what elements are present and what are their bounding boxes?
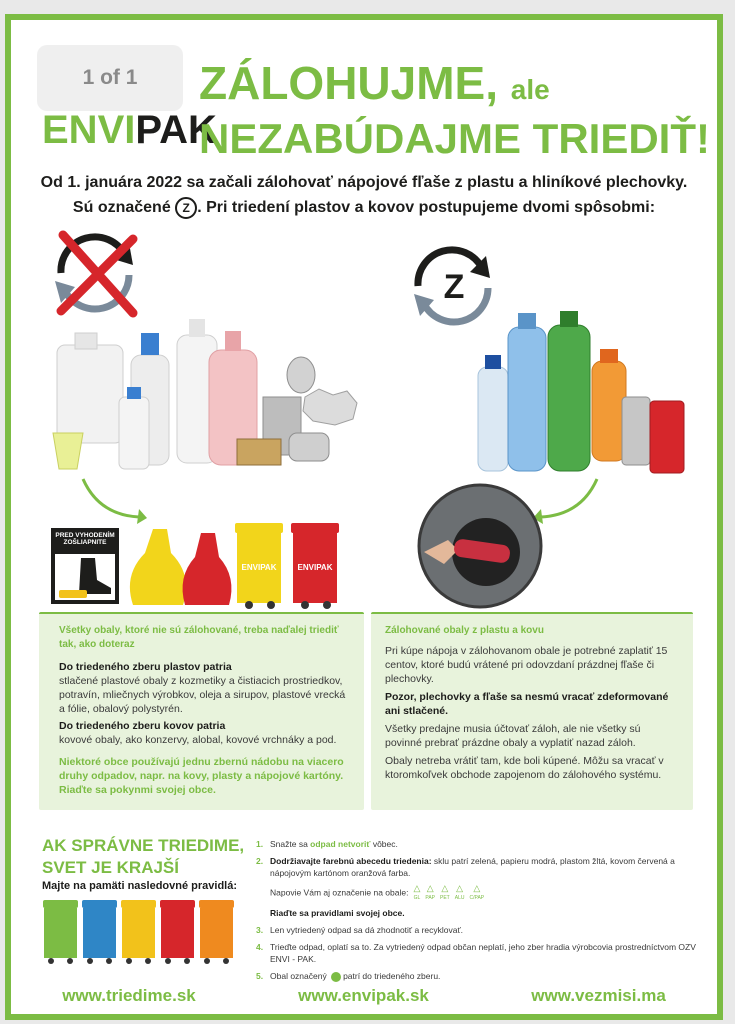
poster xyxy=(5,14,723,1020)
sorting-bin-1 xyxy=(44,900,77,964)
rule-text: Dodržiavajte farebnú abecedu triedenia: sklu patrí zelená, papieru modrá, plastom žltá, kovom červená a nápojovým kartónom oranžová farba. xyxy=(270,856,675,878)
sorting-bin-5 xyxy=(200,900,233,964)
footer-link-2[interactable]: www.envipak.sk xyxy=(298,986,429,1005)
rule-number xyxy=(256,884,270,902)
deformation-warning: Pozor, plechovky a fľaše sa nesmú vracať zdeformované ani stlačené. xyxy=(385,691,669,717)
bottom-title-line2: SVET JE KRAJŠÍ xyxy=(42,858,179,877)
right-box-heading: Zálohované obaly z plastu a kovu xyxy=(385,625,544,636)
red-bin-label: ENVIPAK xyxy=(297,563,333,572)
non-deposit-info-box xyxy=(39,612,364,810)
footer-link-1[interactable]: www.triedime.sk xyxy=(62,986,196,1005)
deposit-packaging-illustration xyxy=(476,305,691,480)
logo-part2: PAK xyxy=(135,108,217,152)
intro-line1: Od 1. januára 2022 sa začali zálohovať nápojové fľaše z plastu a hliníkové plechovky. xyxy=(40,174,688,191)
rule-text: Riaďte sa pravidlami svojej obce. xyxy=(270,908,405,918)
plastics-text: stlačené plastové obaly z kozmetiky a čistiacich prostriedkov, potravín, mliečnych výrobkov, oleja a sirupov, plastové vrecká a fólie, obalový polystyrén. xyxy=(59,675,346,715)
rule-item xyxy=(256,907,711,919)
waste-bags-and-bins-illustration xyxy=(123,515,349,609)
rule-item xyxy=(256,924,711,936)
municipality-note: Niektoré obce používajú jednu zbernú nádobu na viacero druhy odpadov, napr. na kovy, plasty a nápojové kartóny. Riaďte sa pokynmi svojej obce. xyxy=(59,756,344,796)
plastics-title: Do triedeného zberu plastov patria xyxy=(59,661,232,673)
return-machine-photo xyxy=(414,482,546,610)
rule-text: Trieďte odpad, oplatí sa to. Za vytriedený odpad občan neplatí, jeho zber hradia výrobcovia prostredníctvom OZV ENVI - PAK. xyxy=(270,942,696,964)
intro-line2 xyxy=(11,195,717,220)
bottom-subtitle: Majte na pamäti nasledovné pravidlá: xyxy=(42,880,238,892)
recycling-symbol-icon: △ PAP xyxy=(425,883,436,901)
non-deposit-packaging-illustration xyxy=(49,305,369,475)
rule-number: 3. xyxy=(256,925,264,935)
footer-link-3[interactable]: www.vezmisi.ma xyxy=(531,986,666,1005)
intro-text xyxy=(11,170,717,220)
yellow-bin-label: ENVIPAK xyxy=(241,563,277,572)
headline-line2: NEZABÚDAJME TRIEDIŤ! xyxy=(199,115,710,162)
recycling-symbol-icon: △ GL xyxy=(413,883,421,901)
rule-number: 2. xyxy=(256,856,264,866)
crush-before-disposal-sticker xyxy=(51,528,119,604)
store-obligation-text: Všetky predajne musia účtovať záloh, ale nie všetky sú povinné prebrať prázdne obaly a vyplatiť nazad záloh. xyxy=(385,723,641,749)
rule-text: Obal označený patrí do triedeného zberu. xyxy=(270,971,441,981)
rule-number xyxy=(256,907,270,919)
sorting-bin-2 xyxy=(83,900,116,964)
intro-line2b: . Pri triedení plastov a kovov postupujeme dvomi spôsobmi: xyxy=(197,199,656,216)
rule-item xyxy=(256,970,711,982)
rule-item xyxy=(256,855,711,879)
rule-number: 4. xyxy=(256,942,264,952)
rule-text: Snažte sa odpad netvoriť vôbec. xyxy=(270,839,398,849)
page-indicator xyxy=(37,45,183,111)
bottom-title xyxy=(42,835,244,879)
rule-item xyxy=(256,838,711,850)
logo-part1: ENVI xyxy=(42,108,136,152)
rule-item xyxy=(256,941,711,965)
headline-main: ZÁLOHUJME, xyxy=(199,57,498,109)
sorting-bin-4 xyxy=(161,900,194,964)
recycling-symbol-icon: △ C/PAP xyxy=(469,883,485,901)
return-anywhere-text: Obaly netreba vrátiť tam, kde boli kúpené. Môžu sa vracať v ktoromkoľvek obchode zapojenom do zálohového systému. xyxy=(385,755,664,781)
headline-line1 xyxy=(199,56,550,110)
envipak-logo xyxy=(42,108,217,153)
bottom-title-line1: AK SPRÁVNE TRIEDIME, xyxy=(42,836,245,855)
deposit-symbol-icon: Z xyxy=(175,197,197,219)
deposit-price-text: Pri kúpe nápoja v zálohovanom obale je potrebné zaplatiť 15 centov, ktoré budú vrátené pri odovzdaní prázdnej fľaše či plechovky. xyxy=(385,645,668,685)
rule-text: Len vytriedený odpad sa dá zhodnotiť a recyklovať. xyxy=(270,925,464,935)
deposit-info-box xyxy=(371,612,693,810)
footer-links xyxy=(11,986,717,1006)
recycling-symbol-icon: △ ALU xyxy=(454,883,465,901)
intro-line2a: Sú označené xyxy=(72,199,171,216)
sorting-rules-list xyxy=(256,838,711,987)
colored-bins-row xyxy=(44,900,244,968)
sorting-bin-3 xyxy=(122,900,155,964)
rule-number: 1. xyxy=(256,839,264,849)
sticker-line2: ZOŠLIAPNITE xyxy=(63,539,107,546)
headline-small: ale xyxy=(510,74,550,105)
svg-text:Z: Z xyxy=(443,268,465,306)
rule-item xyxy=(256,884,711,902)
rule-number: 5. xyxy=(256,971,264,981)
page-indicator-label: 1 of 1 xyxy=(82,66,138,89)
recycling-symbol-icon: △ PET xyxy=(440,883,450,901)
rule-text: Napovie Vám aj označenie na obale: △ GL△ PAP△ PET△ ALU△ C/PAP xyxy=(270,883,485,901)
boot-crushing-icon xyxy=(55,554,115,600)
metals-text: kovové obaly, ako konzervy, alobal, kovové vrchnáky a pod. xyxy=(59,734,337,746)
metals-title: Do triedeného zberu kovov patria xyxy=(59,720,226,732)
sticker-line1: PRED VYHODENÍM xyxy=(55,532,115,539)
green-dot-icon xyxy=(331,972,341,982)
left-box-heading: Všetky obaly, ktoré nie sú zálohované, treba naďalej triediť tak, ako doteraz xyxy=(59,625,339,650)
